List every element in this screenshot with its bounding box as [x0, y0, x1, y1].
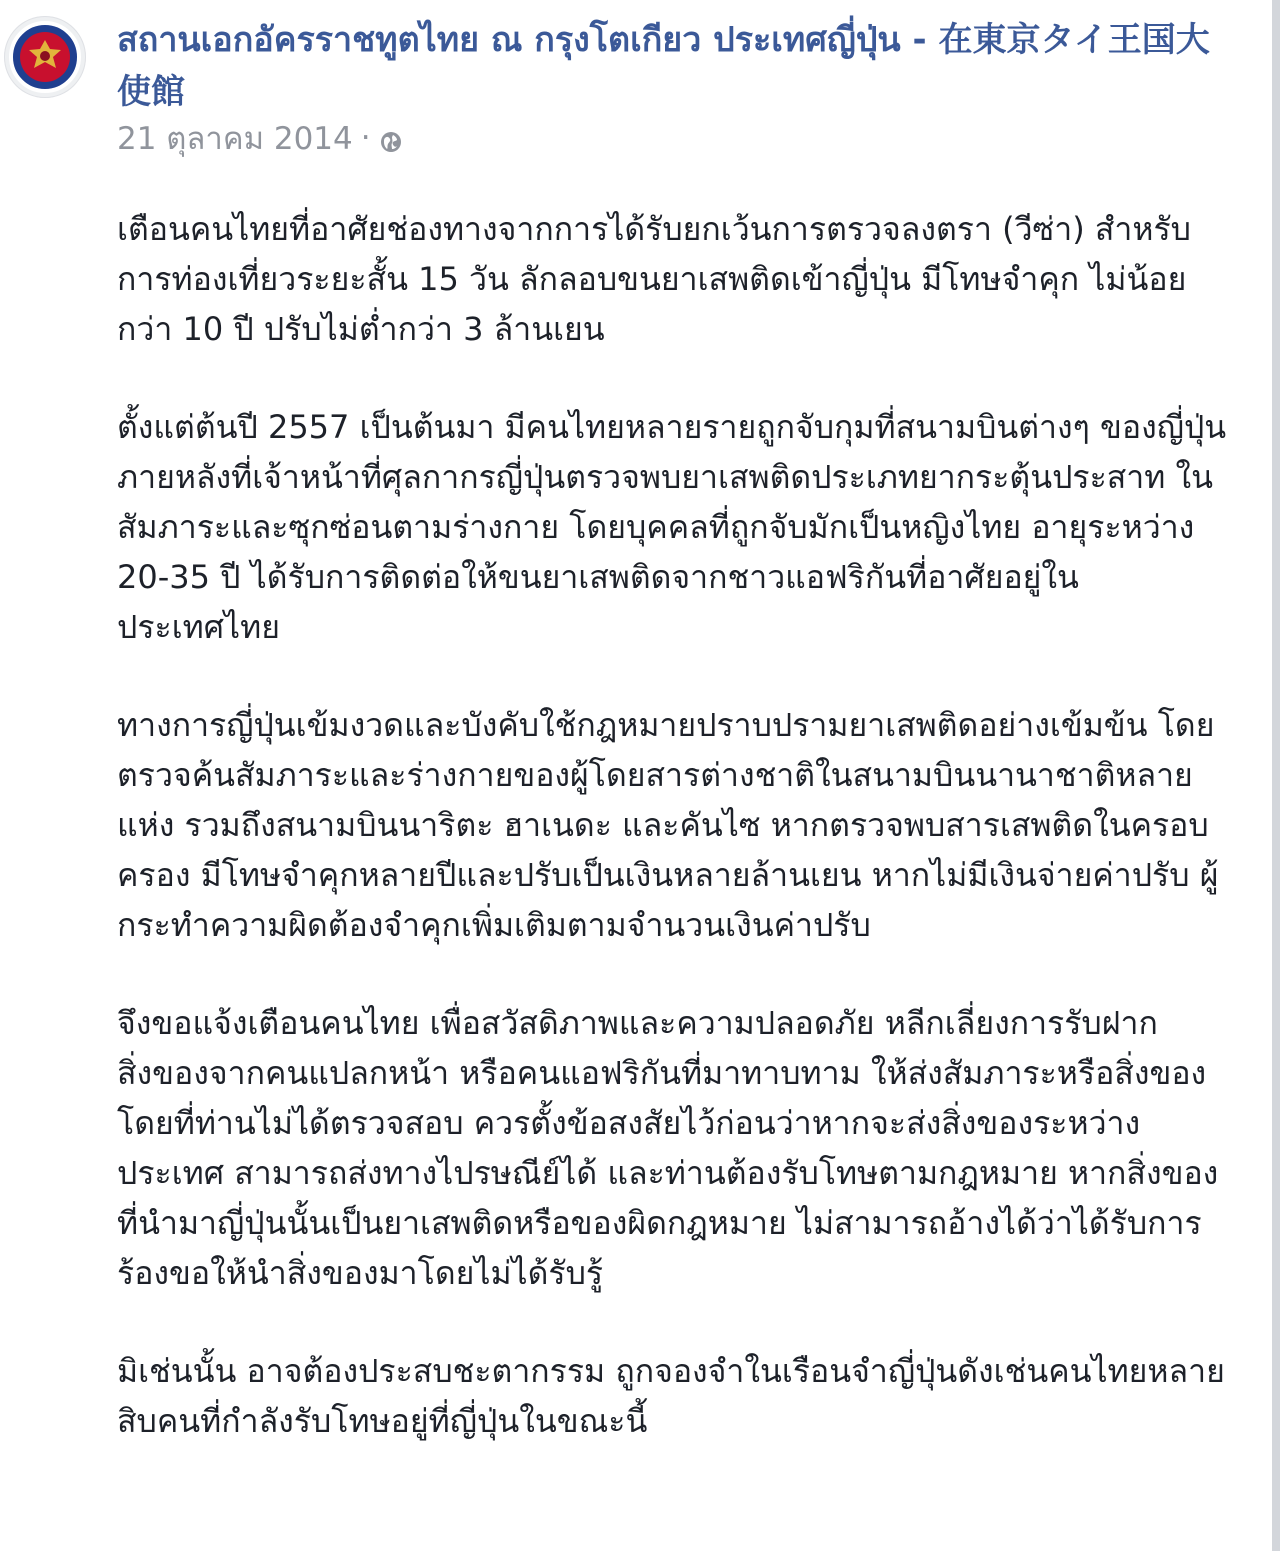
page-avatar[interactable] — [4, 16, 86, 98]
post-meta — [117, 115, 403, 161]
post-paragraph: จึงขอแจ้งเตือนคนไทย เพื่อสวัสดิภาพและความปลอดภัย หลีกเลี่ยงการรับฝากสิ่งของจากคนแปลกหน้า หรือคนแอฟริกันที่มาทาบทาม ให้ส่งสัมภาระหรือสิ่งของ โดยที่ท่านไม่ได้ตรวจสอบ ควรตั้งข้อสงสัยไว้ก่อนว่าหากจะส่งสิ่งของระหว่างประเทศ สามารถส่งทางไปรษณีย์ได้ และท่านต้องรับโทษตามกฎหมาย หากสิ่งของที่นำมาญี่ปุ่นนั้นเป็นยาเสพติดหรือของผิดกฎหมาย ไม่สามารถอ้างได้ว่าได้รับการร้องขอให้นำสิ่งของมาโดยไม่ได้รับรู้ — [117, 1004, 1219, 1292]
meta-separator: · — [360, 120, 371, 156]
page-name-link[interactable]: สถานเอกอัครราชทูตไทย ณ กรุงโตเกียว ประเทศญี่ปุ่น - 在東京タイ王国大使館 — [117, 20, 1210, 112]
post-paragraph: เตือนคนไทยที่อาศัยช่องทางจากการได้รับยกเว้นการตรวจลงตรา (วีซ่า) สำหรับการท่องเที่ยวระยะสั้น 15 วัน ลักลอบขนยาเสพติดเข้าญี่ปุ่น มีโทษจำคุก ไม่น้อยกว่า 10 ปี ปรับไม่ต่ำกว่า 3 ล้านเยน — [117, 210, 1191, 348]
globe-icon[interactable] — [379, 126, 403, 150]
post-date-link[interactable]: 21 ตุลาคม 2014 — [117, 121, 353, 157]
embassy-emblem-icon — [4, 16, 86, 98]
post-paragraph: ตั้งแต่ต้นปี 2557 เป็นต้นมา มีคนไทยหลายรายถูกจับกุมที่สนามบินต่างๆ ของญี่ปุ่น ภายหลังที่เจ้าหน้าที่ศุลกากรญี่ปุ่นตรวจพบยาเสพติดประเภทยากระตุ้นประสาท ในสัมภาระและซุกซ่อนตามร่างกาย โดยบุคคลที่ถูกจับมักเป็นหญิงไทย อายุระหว่าง 20-35 ปี ได้รับการติดต่อให้ขนยาเสพติดจากชาวแอฟริกันที่อาศัยอยู่ในประเทศไทย — [117, 408, 1227, 646]
post-paragraph: ทางการญี่ปุ่นเข้มงวดและบังคับใช้กฎหมายปราบปรามยาเสพติดอย่างเข้มข้น โดยตรวจค้นสัมภาระและร่างกายของผู้โดยสารต่างชาติในสนามบินนานาชาติหลายแห่ง รวมถึงสนามบินนาริตะ ฮาเนดะ และคันไซ หากตรวจพบสารเสพติดในครอบครอง มีโทษจำคุกหลายปีและปรับเป็นเงินหลายล้านเยน หากไม่มีเงินจ่ายค่าปรับ ผู้กระทำความผิดต้องจำคุกเพิ่มเติมตามจำนวนเงินค่าปรับ — [117, 706, 1219, 944]
feed-column-edge — [1272, 0, 1280, 1551]
post-body — [117, 204, 1232, 1494]
post-paragraph: มิเช่นนั้น อาจต้องประสบชะตากรรม ถูกจองจำในเรือนจำญี่ปุ่นดังเช่นคนไทยหลายสิบคนที่กำลังรับโทษอยู่ที่ญี่ปุ่นในขณะนี้ — [117, 1352, 1225, 1440]
